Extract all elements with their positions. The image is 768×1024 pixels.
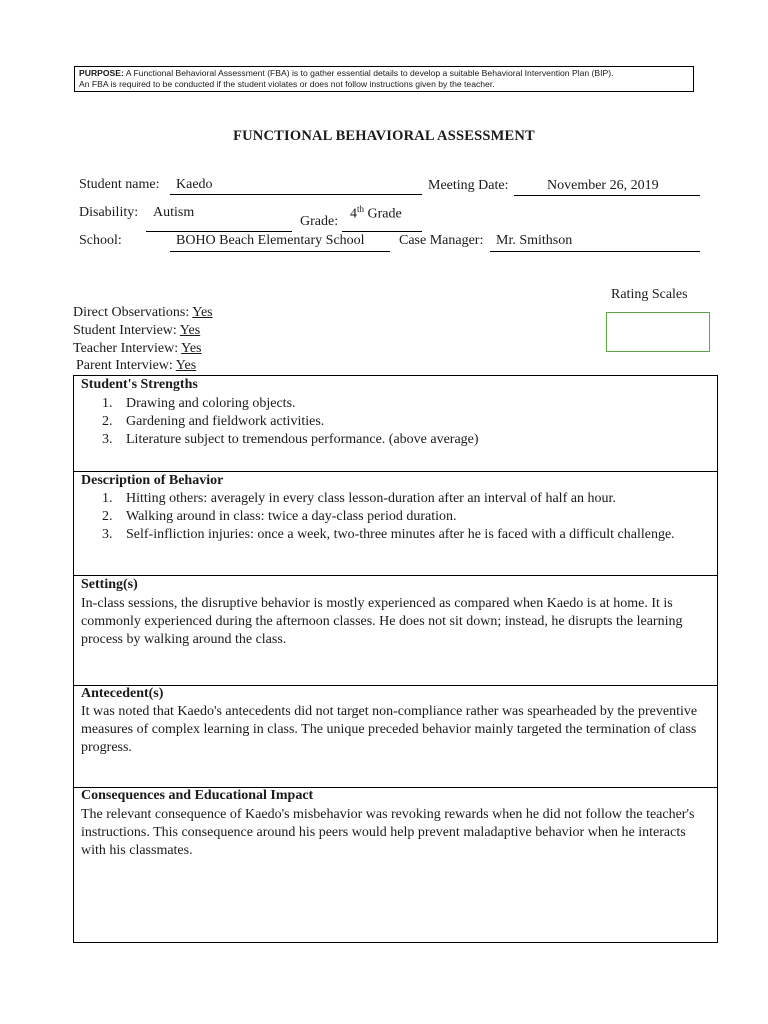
student-interview-row — [73, 323, 200, 339]
grade-word: Grade — [364, 206, 402, 222]
meeting-date-value[interactable]: November 26, 2019 — [547, 178, 659, 193]
case-manager-label: Case Manager: — [399, 233, 484, 248]
meeting-date-label: Meeting Date: — [428, 178, 509, 193]
strengths-title: Student's Strengths — [81, 377, 198, 392]
behavior-title: Description of Behavior — [81, 473, 224, 488]
purpose-label: PURPOSE: — [79, 68, 124, 78]
meeting-date-underline — [514, 195, 700, 196]
student-interview-label: Student Interview: — [73, 323, 180, 338]
direct-observations-row — [73, 305, 213, 321]
grade-suffix: th — [357, 204, 365, 214]
parent-interview-label: Parent Interview: — [76, 358, 176, 373]
case-manager-value[interactable]: Mr. Smithson — [496, 233, 573, 248]
antecedent-title: Antecedent(s) — [81, 686, 164, 701]
consequences-title: Consequences and Educational Impact — [81, 788, 314, 803]
disability-underline — [146, 231, 292, 232]
list-item: 1. Drawing and coloring objects. — [102, 396, 296, 411]
list-item: 3. Self-infliction injuries: once a week, two-three minutes after he is faced with a difficult challenge. — [102, 527, 675, 542]
teacher-interview-row — [73, 341, 201, 357]
grade-underline — [342, 231, 422, 232]
grade-value[interactable] — [350, 204, 402, 223]
grade-number: 4 — [350, 206, 357, 222]
behavior-list — [102, 490, 692, 544]
row-divider — [74, 685, 717, 686]
row-divider — [74, 575, 717, 576]
teacher-interview-label: Teacher Interview: — [73, 341, 182, 356]
school-underline — [170, 251, 390, 252]
rating-scales-label: Rating Scales — [611, 287, 688, 302]
page-title: FUNCTIONAL BEHAVIORAL ASSESSMENT — [233, 128, 535, 144]
rating-scales-box[interactable] — [606, 312, 710, 352]
student-interview-value[interactable]: Yes — [179, 323, 201, 338]
parent-interview-value[interactable]: Yes — [175, 358, 197, 373]
consequences-text: The relevant consequence of Kaedo's misbehavior was revoking rewards when he did not follow the teacher's instructions. This consequence around his peers would help prevent maladaptive behavior when he interacts with his classmates. — [81, 807, 695, 858]
direct-observations-value[interactable]: Yes — [192, 305, 213, 320]
school-value[interactable]: BOHO Beach Elementary School — [176, 233, 365, 248]
antecedent-text: It was noted that Kaedo's antecedents did not target non-compliance rather was spearheaded by the preventive measures of complex learning in class. The unique preceded behavior mainly targeted the termination of class progress. — [81, 704, 698, 755]
list-item: 3. Literature subject to tremendous performance. (above average) — [102, 432, 479, 447]
setting-title: Setting(s) — [81, 577, 138, 592]
student-name-underline — [170, 194, 422, 195]
direct-observations-label: Direct Observations: — [73, 305, 193, 320]
purpose-line-1 — [79, 68, 689, 79]
student-name-label: Student name: — [79, 177, 160, 192]
parent-interview-row — [76, 358, 196, 374]
strengths-list — [102, 395, 692, 449]
assessment-table — [73, 375, 718, 943]
case-manager-underline — [490, 251, 700, 252]
school-label: School: — [79, 233, 122, 248]
list-item: 1. Hitting others: averagely in every class lesson-duration after an interval of half an hour. — [102, 491, 616, 506]
list-item: 2. Walking around in class: twice a day-class period duration. — [102, 509, 457, 524]
setting-text: In-class sessions, the disruptive behavior is mostly experienced as compared when Kaedo is at home. It is commonly experienced during the afternoon classes. He does not sit down; instead, he disrupts the learning process by walking around the class. — [81, 596, 683, 647]
row-divider — [74, 471, 717, 472]
grade-label: Grade: — [300, 214, 339, 229]
student-name-value[interactable]: Kaedo — [176, 177, 213, 192]
teacher-interview-value[interactable]: Yes — [181, 341, 202, 356]
purpose-text-2: An FBA is required to be conducted if the student violates or does not follow instructions given by the teacher. — [79, 79, 495, 89]
list-item: 2. Gardening and fieldwork activities. — [102, 414, 325, 429]
disability-value[interactable]: Autism — [153, 205, 195, 220]
disability-label: Disability: — [79, 205, 139, 220]
purpose-box — [74, 66, 694, 92]
purpose-text-1: A Functional Behavioral Assessment (FBA) is to gather essential details to develop a suitable Behavioral Intervention Plan (BIP). — [123, 68, 614, 78]
